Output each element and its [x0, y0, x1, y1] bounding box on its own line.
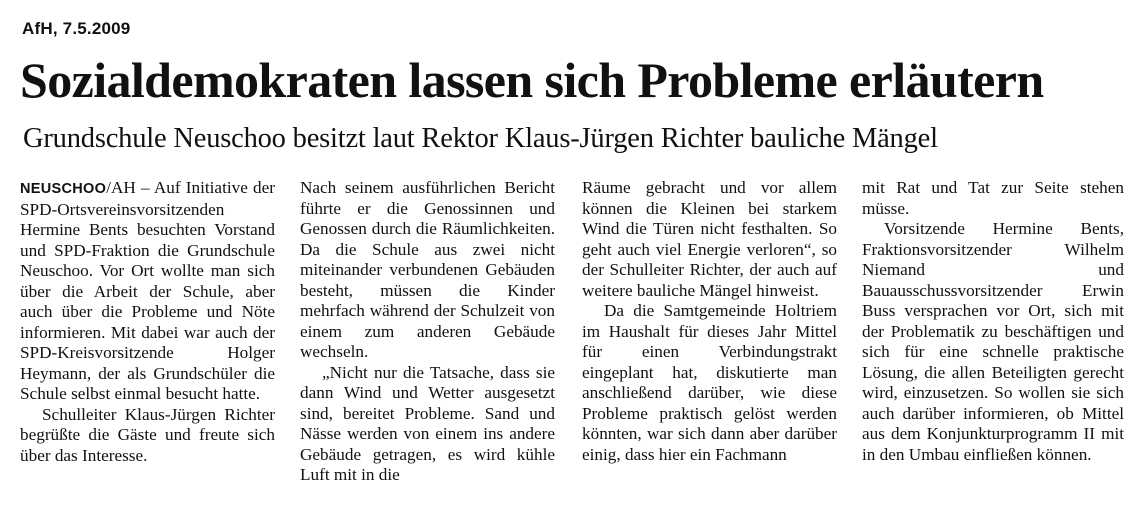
- article-column-2: [300, 178, 555, 486]
- paragraph: mit Rat und Tat zur Seite stehen müsse.: [862, 178, 1124, 218]
- paragraph: Schulleiter Klaus-Jürgen Richter begrüßte die Gäste und freute sich über das Interesse.: [20, 404, 275, 465]
- article-column-4: [862, 178, 1124, 465]
- headline: Sozialdemokraten lassen sich Probleme erläutern: [20, 52, 1044, 108]
- source-date: AfH, 7.5.2009: [22, 19, 131, 38]
- article-column-3: [582, 178, 837, 465]
- dateline: NEUSCHOO: [20, 181, 107, 197]
- paragraph: Räume gebracht und vor allem können die Kleinen bei starkem Wind die Türen nicht festhalten. So geht auch viel Energie verloren“, so der Schulleiter Richter, der auch auf weitere bauliche Mängel hinweist.: [582, 178, 837, 300]
- paragraph: Da die Samtgemeinde Holtriem im Haushalt für dieses Jahr Mittel für einen Verbindungstrakt eingeplant hat, diskutierte man anschließend darüber, wie diese Probleme praktisch gelöst werden könnten, war sich dann aber darüber einig, dass hier ein Fachmann: [582, 301, 837, 464]
- paragraph: „Nicht nur die Tatsache, dass sie dann Wind und Wetter ausgesetzt sind, bereitet Probleme. Sand und Nässe werden von einem ins andere Gebäude getragen, es wird kühle Luft mit in die: [300, 362, 555, 484]
- paragraph: Nach seinem ausführlichen Bericht führte er die Genossinnen und Genossen durch die Räumlichkeiten. Da die Schule aus zwei nicht miteinander verbundenen Gebäuden besteht, müssen die Kinder mehrfach während der Schulzeit von einem zum anderen Gebäude wechseln.: [300, 178, 555, 361]
- paragraph: Vorsitzende Hermine Bents, Fraktionsvorsitzender Wilhelm Niemand und Bauausschussvorsitzender Erwin Buss versprachen vor Ort, sich mit der Problematik zu beschäftigen und sich für eine schnelle praktische Lösung, die allen Beteiligten gerecht wird, einzusetzen. So wollen sie sich auch darüber informieren, ob Mittel aus dem Konjunkturprogramm II mit in den Umbau einfließen können.: [862, 219, 1124, 464]
- paragraph: [20, 178, 275, 405]
- subheadline: Grundschule Neuschoo besitzt laut Rektor Klaus-Jürgen Richter bauliche Mängel: [23, 123, 938, 154]
- article-column-1: [20, 178, 275, 466]
- paragraph-text: /AH – Auf Initiative der SPD-Ortsvereinsvorsitzenden Hermine Bents besuchten Vorstand und SPD-Fraktion die Grundschule Neuschoo. Vor Ort wollte man sich über die Arbeit der Schule, aber auch über die Probleme und Nöte informieren. Mit dabei war auch der SPD-Kreisvorsitzende Holger Heymann, der als Grundschüler die Schule selbst einmal besucht hatte.: [20, 178, 275, 403]
